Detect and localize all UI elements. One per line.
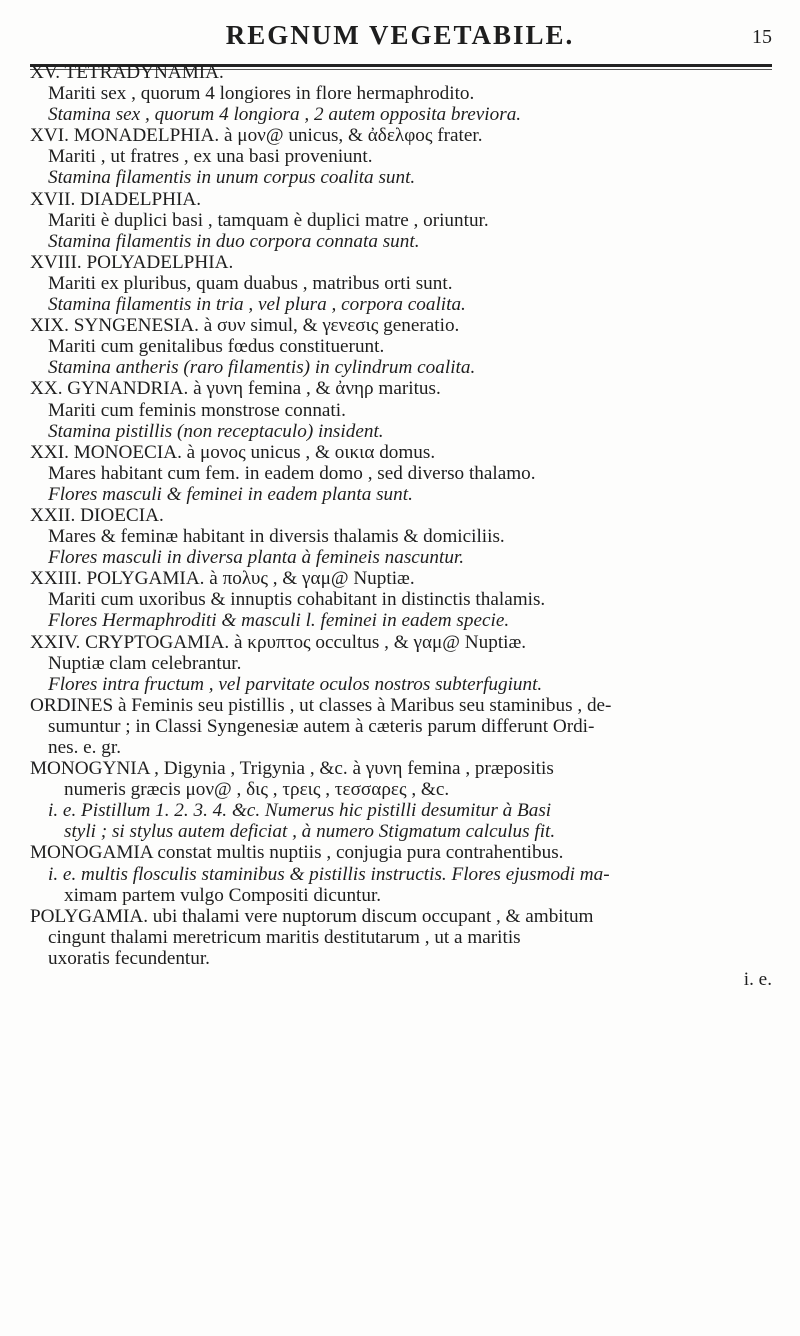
body-line: sumuntur ; in Classi Syngenesiæ autem à cæteris parum differunt Ordi- (48, 715, 595, 737)
class-heading: XXIV. CRYPTOGAMIA. à κρυπτος occultus , & γαμ@ Nuptiæ. (30, 631, 527, 653)
body-line: Mariti cum feminis monstrose connati. (48, 399, 346, 421)
class-heading: XVIII. POLYADELPHIA. (30, 251, 234, 273)
body-line: Mares & feminæ habitant in diversis thalamis & domiciliis. (48, 526, 505, 548)
page-header (0, 14, 800, 58)
class-heading: XVI. MONADELPHIA. à μον@ unicus, & ἀδελφος frater. (30, 125, 483, 147)
body-line: Nuptiæ clam celebrantur. (48, 652, 242, 674)
class-heading: XXIII. POLYGAMIA. à πολυς , & γαμ@ Nuptiæ. (30, 568, 415, 590)
stamina-line: Stamina pistillis (non receptaculo) insident. (48, 420, 384, 442)
stamina-line: Stamina antheris (raro filamentis) in cylindrum coalita. (48, 357, 476, 379)
flores-line: Flores masculi in diversa planta à femineis nascuntur. (48, 547, 465, 569)
body-line: Mariti è duplici basi , tamquam è duplici matre , oriuntur. (48, 209, 489, 231)
body-line: Mariti sex , quorum 4 longiores in flore hermaphrodito. (48, 83, 475, 105)
body-line: Mariti cum genitalibus fœdus constituerunt. (48, 336, 385, 358)
stamina-line: Stamina sex , quorum 4 longiora , 2 autem opposita breviora. (48, 104, 522, 126)
body-line: Mariti cum uxoribus & innuptis cohabitant in distinctis thalamis. (48, 589, 546, 611)
page-body (30, 62, 780, 990)
ordines-paragraph: ORDINES à Feminis seu pistillis , ut classes à Maribus seu staminibus , de- (30, 694, 612, 716)
body-line: uxoratis fecundentur. (48, 947, 210, 969)
body-line: Mariti ex pluribus, quam duabus , matribus orti sunt. (48, 272, 453, 294)
page-number: 15 (752, 26, 772, 48)
class-heading: XXI. MONOECIA. à μονος unicus , & οικια domus. (30, 441, 436, 463)
body-line: Mares habitant cum fem. in eadem domo , sed diverso thalamo. (48, 462, 536, 484)
class-heading: XIX. SYNGENESIA. à συν simul, & γενεσις generatio. (30, 315, 460, 337)
catchword: i. e. (743, 969, 772, 991)
body-line: ximam partem vulgo Compositi dicuntur. (64, 884, 382, 906)
order-heading: MONOGYNIA , Digynia , Trigynia , &c. à γυνη femina , præpositis (30, 758, 554, 780)
flores-line: Flores intra fructum , vel parvitate oculos nostros subterfugiunt. (48, 673, 543, 695)
class-heading: XXII. DIOECIA. (30, 504, 164, 526)
body-line: Mariti , ut fratres , ex una basi proveniunt. (48, 146, 373, 168)
order-heading: MONOGAMIA constat multis nuptiis , conjugia pura contrahentibus. (30, 842, 564, 864)
body-line: nes. e. gr. (48, 737, 122, 758)
body-line: cingunt thalami meretricum maritis destitutarum , ut a maritis (48, 926, 521, 948)
stamina-line: Stamina filamentis in duo corpora connata sunt. (48, 230, 420, 252)
running-title: REGNUM VEGETABILE. (225, 20, 575, 50)
order-heading: POLYGAMIA. ubi thalami vere nuptorum discum occupant , & ambitum (30, 905, 594, 927)
flores-line: Flores masculi & feminei in eadem planta sunt. (48, 483, 413, 505)
body-line: numeris græcis μον@ , δις , τρεις , τεσσαρες , &c. (64, 779, 450, 801)
body-line: styli ; si stylus autem deficiat , à numero Stigmatum calculus fit. (64, 821, 556, 843)
class-heading: XV. TETRADYNAMIA. (30, 62, 224, 83)
body-line: i. e. multis flosculis staminibus & pistillis instructis. Flores ejusmodi ma- (48, 863, 610, 885)
stamina-line: Stamina filamentis in unum corpus coalita sunt. (48, 167, 416, 189)
body-line: i. e. Pistillum 1. 2. 3. 4. &c. Numerus hic pistilli desumitur à Basi (48, 800, 552, 822)
stamina-line: Stamina filamentis in tria , vel plura , corpora coalita. (48, 294, 466, 316)
class-heading: XX. GYNANDRIA. à γυνη femina , & ἀνηρ maritus. (30, 378, 441, 400)
class-heading: XVII. DIADELPHIA. (30, 188, 202, 210)
flores-line: Flores Hermaphroditi & masculi l. feminei in eadem specie. (48, 610, 510, 632)
